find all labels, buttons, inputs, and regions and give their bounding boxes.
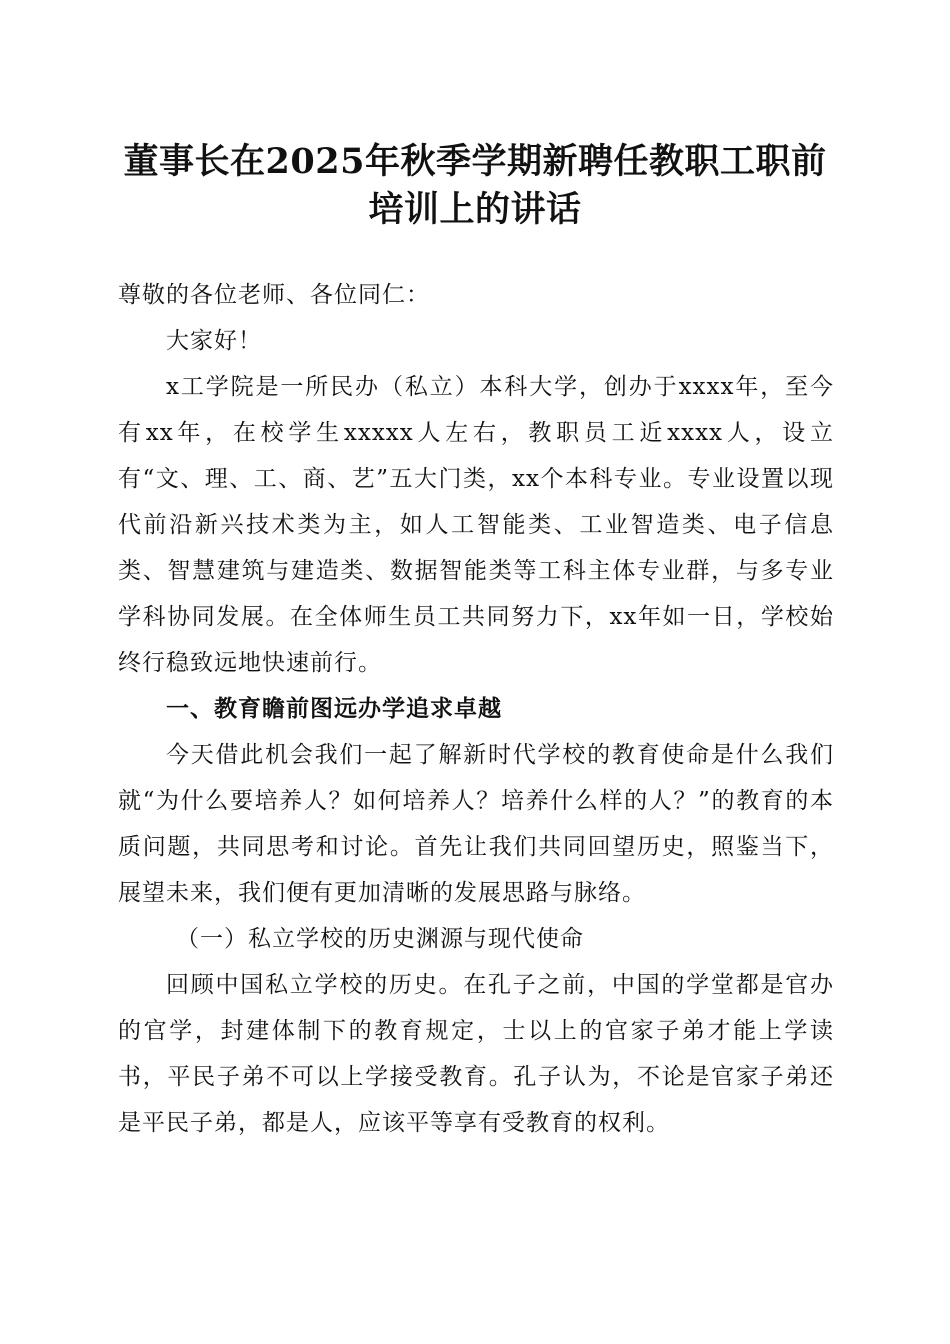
section-heading: 一、教育瞻前图远办学追求卓越 [166,695,502,722]
subsection-paragraph: 回顾中国私立学校的历史。在孔子之前，中国的学堂都是官办的官学，封建体制下的教育规定，士以上的官家子弟才能上学读书，平民子弟不可以上学接受教育。孔子认为，不论是官家子弟还是平民子弟，都是人，应该平等享有受教育的权利。 [118,972,834,1136]
subsection-heading: （一）私立学校的历史渊源与现代使命 [176,926,584,952]
greeting: 大家好！ [166,328,262,354]
intro-paragraph: x工学院是一所民办（私立）本科大学，创办于xxxx年，至今有xx年，在校学生xxxxx人左右，教职员工近xxxx人，设立有“文、理、工、商、艺”五大门类，xx个本科专业。专业设置以现代前沿新兴技术类为主，如人工智能类、工业智造类、电子信息类、智慧建筑与建造类、数据智能类等工科主体专业群，与多专业学科协同发展。在全体师生员工共同努力下，xx年如一日，学校始终行稳致远地快速前行。 [118,374,834,676]
document-title [95,138,855,234]
title-line-2: 培训上的讲话 [368,189,582,230]
title-line-1: 董事长在2025年秋季学期新聘任教职工职前 [123,141,827,182]
section-paragraph: 今天借此机会我们一起了解新时代学校的教育使命是什么我们就“为什么要培养人？如何培养人？培养什么样的人？”的教育的本质问题，共同思考和讨论。首先让我们共同回望历史，照鉴当下，展望未来，我们便有更加清晰的发展思路与脉络。 [118,742,834,906]
document-body [118,272,834,1146]
salutation: 尊敬的各位老师、各位同仁： [118,282,430,308]
